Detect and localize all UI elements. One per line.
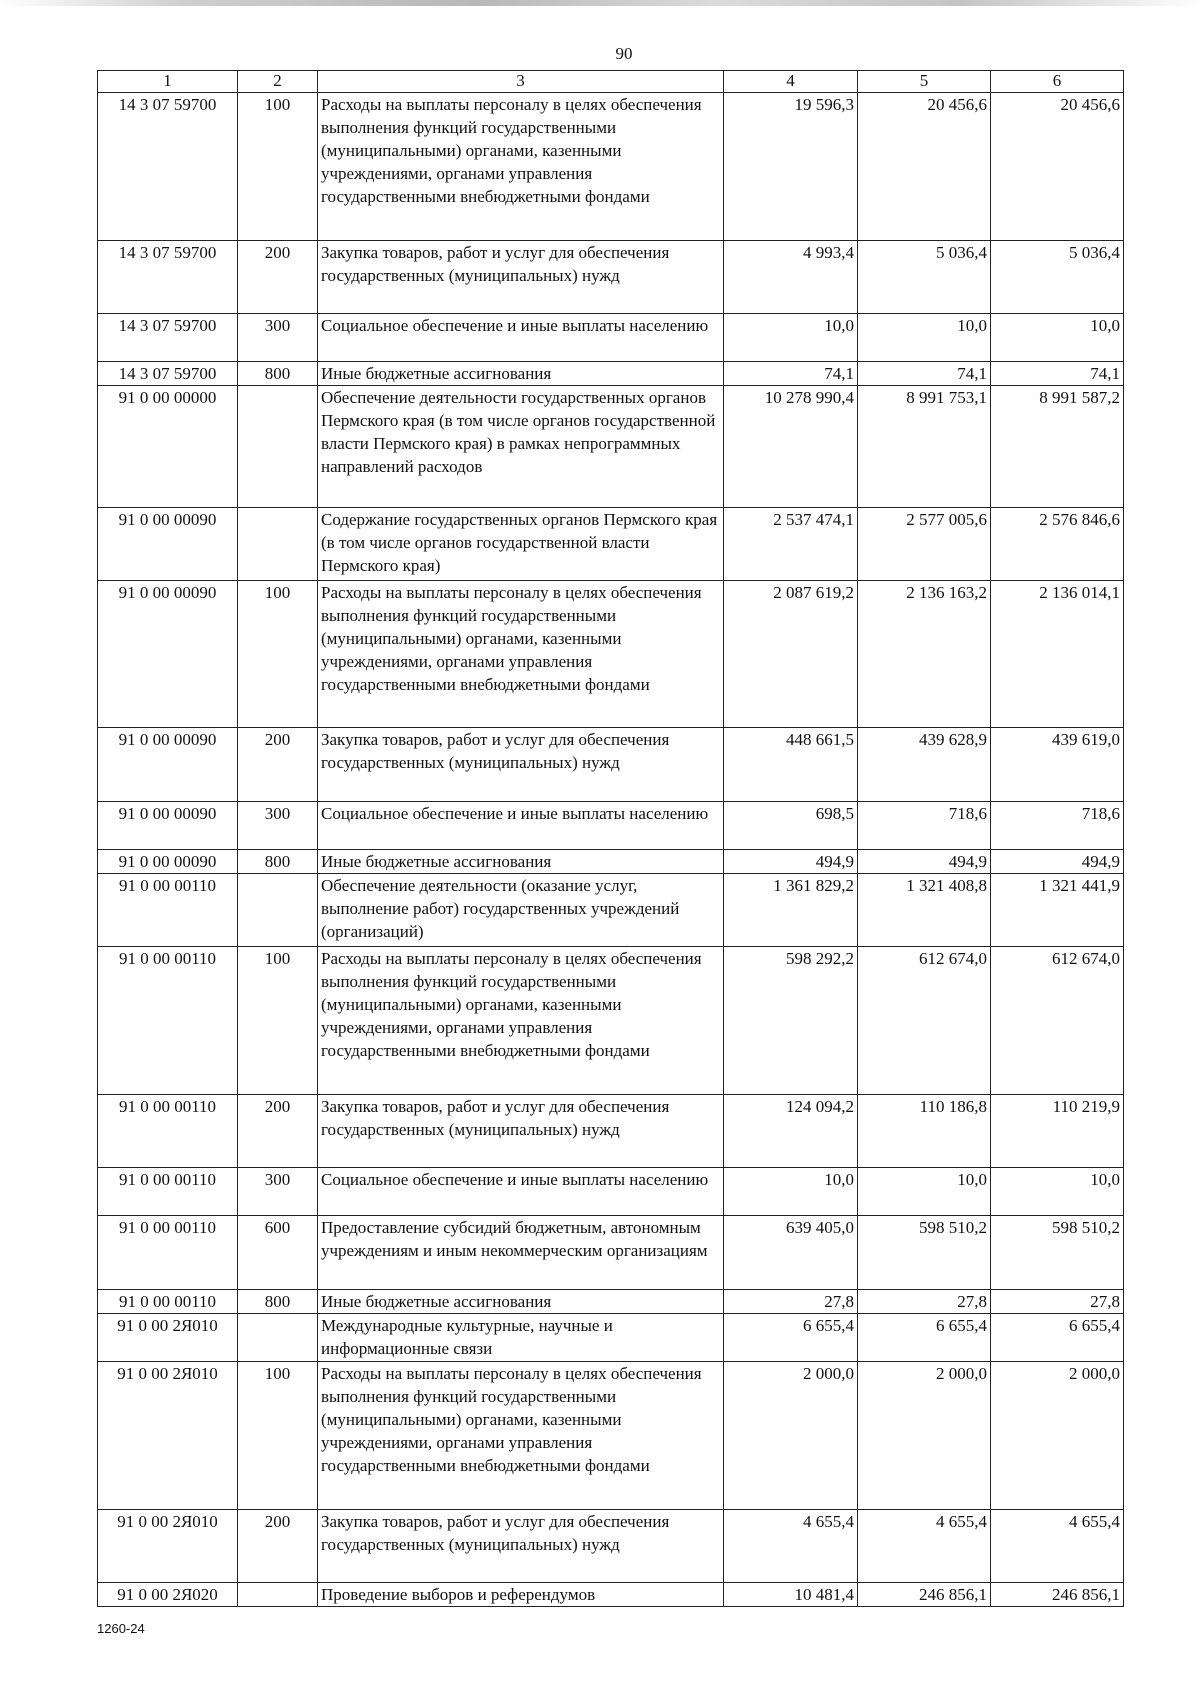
column-header: 1: [98, 71, 238, 93]
target-code-cell: 91 0 00 2Я010: [98, 1510, 238, 1583]
expense-type-cell: 100: [238, 1362, 318, 1510]
table-row: [98, 1510, 1124, 1583]
column-header: 6: [991, 71, 1124, 93]
table-row: [98, 850, 1124, 874]
expense-type-cell: 200: [238, 1095, 318, 1168]
amount-cell-5: 598 510,2: [858, 1216, 991, 1290]
name-cell: Расходы на выплаты персоналу в целях обеспечения выполнения функций государственными (муниципальными) органами, казенными учреждениями, органами управления государственными внебюджетными фондами: [318, 947, 724, 1095]
expense-type-cell: 800: [238, 362, 318, 386]
column-header: 5: [858, 71, 991, 93]
amount-cell-5: 718,6: [858, 802, 991, 850]
amount-cell-5: 2 136 163,2: [858, 581, 991, 728]
target-code-cell: 91 0 00 2Я020: [98, 1583, 238, 1607]
name-cell: Иные бюджетные ассигнования: [318, 362, 724, 386]
table-row: [98, 1362, 1124, 1510]
amount-cell-5: 10,0: [858, 314, 991, 362]
table-row: [98, 1095, 1124, 1168]
amount-cell-6: 27,8: [991, 1290, 1124, 1314]
amount-cell-4: 598 292,2: [724, 947, 858, 1095]
target-code-cell: 91 0 00 00090: [98, 802, 238, 850]
name-cell: Обеспечение деятельности государственных органов Пермского края (в том числе органов государственной власти Пермского края) в рамках непрограммных направлений расходов: [318, 386, 724, 508]
target-code-cell: 91 0 00 00090: [98, 728, 238, 802]
amount-cell-4: 124 094,2: [724, 1095, 858, 1168]
expense-type-cell: 200: [238, 1510, 318, 1583]
amount-cell-4: 639 405,0: [724, 1216, 858, 1290]
amount-cell-5: 6 655,4: [858, 1314, 991, 1362]
column-header: 4: [724, 71, 858, 93]
amount-cell-4: 1 361 829,2: [724, 874, 858, 947]
table-row: [98, 1583, 1124, 1607]
expense-type-cell: [238, 874, 318, 947]
target-code-cell: 91 0 00 00000: [98, 386, 238, 508]
column-header: 2: [238, 71, 318, 93]
target-code-cell: 14 3 07 59700: [98, 362, 238, 386]
expense-type-cell: 800: [238, 1290, 318, 1314]
amount-cell-4: 2 000,0: [724, 1362, 858, 1510]
amount-cell-6: 2 000,0: [991, 1362, 1124, 1510]
amount-cell-4: 494,9: [724, 850, 858, 874]
name-cell: Закупка товаров, работ и услуг для обеспечения государственных (муниципальных) нужд: [318, 1095, 724, 1168]
table-row: [98, 241, 1124, 314]
target-code-cell: 91 0 00 00110: [98, 1095, 238, 1168]
name-cell: Международные культурные, научные и информационные связи: [318, 1314, 724, 1362]
name-cell: Расходы на выплаты персоналу в целях обеспечения выполнения функций государственными (муниципальными) органами, казенными учреждениями, органами управления государственными внебюджетными фондами: [318, 1362, 724, 1510]
amount-cell-4: 10 481,4: [724, 1583, 858, 1607]
name-cell: Закупка товаров, работ и услуг для обеспечения государственных (муниципальных) нужд: [318, 1510, 724, 1583]
amount-cell-6: 10,0: [991, 1168, 1124, 1216]
page-number: 90: [615, 44, 633, 63]
name-cell: Расходы на выплаты персоналу в целях обеспечения выполнения функций государственными (муниципальными) органами, казенными учреждениями, органами управления государственными внебюджетными фондами: [318, 93, 724, 241]
target-code-cell: 91 0 00 00110: [98, 947, 238, 1095]
amount-cell-6: 74,1: [991, 362, 1124, 386]
amount-cell-4: 2 087 619,2: [724, 581, 858, 728]
expense-type-cell: 800: [238, 850, 318, 874]
name-cell: Закупка товаров, работ и услуг для обеспечения государственных (муниципальных) нужд: [318, 241, 724, 314]
amount-cell-4: 10 278 990,4: [724, 386, 858, 508]
amount-cell-5: 494,9: [858, 850, 991, 874]
amount-cell-6: 246 856,1: [991, 1583, 1124, 1607]
amount-cell-6: 494,9: [991, 850, 1124, 874]
amount-cell-5: 74,1: [858, 362, 991, 386]
expense-type-cell: 600: [238, 1216, 318, 1290]
name-cell: Предоставление субсидий бюджетным, автономным учреждениям и иным некоммерческим организациям: [318, 1216, 724, 1290]
table-row: [98, 581, 1124, 728]
amount-cell-4: 27,8: [724, 1290, 858, 1314]
amount-cell-4: 4 655,4: [724, 1510, 858, 1583]
expense-type-cell: [238, 386, 318, 508]
expense-type-cell: [238, 1583, 318, 1607]
amount-cell-6: 439 619,0: [991, 728, 1124, 802]
amount-cell-6: 5 036,4: [991, 241, 1124, 314]
name-cell: Проведение выборов и референдумов: [318, 1583, 724, 1607]
name-cell: Иные бюджетные ассигнования: [318, 1290, 724, 1314]
budget-table: [97, 70, 1124, 1607]
table-header-row: [98, 71, 1124, 93]
table-row: [98, 386, 1124, 508]
amount-cell-6: 1 321 441,9: [991, 874, 1124, 947]
name-cell: Содержание государственных органов Пермского края (в том числе органов государственной власти Пермского края): [318, 508, 724, 581]
amount-cell-6: 20 456,6: [991, 93, 1124, 241]
name-cell: Иные бюджетные ассигнования: [318, 850, 724, 874]
target-code-cell: 91 0 00 00110: [98, 1216, 238, 1290]
amount-cell-6: 8 991 587,2: [991, 386, 1124, 508]
scan-edge-artifact: [0, 0, 1200, 6]
table-row: [98, 93, 1124, 241]
amount-cell-6: 612 674,0: [991, 947, 1124, 1095]
amount-cell-5: 2 000,0: [858, 1362, 991, 1510]
target-code-cell: 14 3 07 59700: [98, 241, 238, 314]
column-header: 3: [318, 71, 724, 93]
amount-cell-6: 718,6: [991, 802, 1124, 850]
name-cell: Закупка товаров, работ и услуг для обеспечения государственных (муниципальных) нужд: [318, 728, 724, 802]
target-code-cell: 14 3 07 59700: [98, 93, 238, 241]
expense-type-cell: [238, 508, 318, 581]
amount-cell-6: 4 655,4: [991, 1510, 1124, 1583]
amount-cell-4: 19 596,3: [724, 93, 858, 241]
amount-cell-5: 10,0: [858, 1168, 991, 1216]
amount-cell-6: 6 655,4: [991, 1314, 1124, 1362]
amount-cell-5: 4 655,4: [858, 1510, 991, 1583]
target-code-cell: 91 0 00 00090: [98, 581, 238, 728]
amount-cell-4: 6 655,4: [724, 1314, 858, 1362]
table-row: [98, 1290, 1124, 1314]
expense-type-cell: 100: [238, 581, 318, 728]
amount-cell-4: 10,0: [724, 314, 858, 362]
table-row: [98, 802, 1124, 850]
target-code-cell: 14 3 07 59700: [98, 314, 238, 362]
amount-cell-5: 27,8: [858, 1290, 991, 1314]
expense-type-cell: 200: [238, 728, 318, 802]
amount-cell-4: 448 661,5: [724, 728, 858, 802]
amount-cell-5: 8 991 753,1: [858, 386, 991, 508]
amount-cell-6: 110 219,9: [991, 1095, 1124, 1168]
expense-type-cell: 300: [238, 802, 318, 850]
amount-cell-6: 2 136 014,1: [991, 581, 1124, 728]
expense-type-cell: 100: [238, 93, 318, 241]
table-row: [98, 728, 1124, 802]
amount-cell-5: 20 456,6: [858, 93, 991, 241]
amount-cell-5: 439 628,9: [858, 728, 991, 802]
amount-cell-4: 2 537 474,1: [724, 508, 858, 581]
amount-cell-6: 10,0: [991, 314, 1124, 362]
expense-type-cell: [238, 1314, 318, 1362]
target-code-cell: 91 0 00 2Я010: [98, 1314, 238, 1362]
amount-cell-5: 612 674,0: [858, 947, 991, 1095]
amount-cell-6: 598 510,2: [991, 1216, 1124, 1290]
name-cell: Социальное обеспечение и иные выплаты населению: [318, 802, 724, 850]
amount-cell-5: 246 856,1: [858, 1583, 991, 1607]
amount-cell-5: 5 036,4: [858, 241, 991, 314]
table-row: [98, 1314, 1124, 1362]
table-row: [98, 1168, 1124, 1216]
expense-type-cell: 200: [238, 241, 318, 314]
name-cell: Социальное обеспечение и иные выплаты населению: [318, 314, 724, 362]
expense-type-cell: 300: [238, 1168, 318, 1216]
table-row: [98, 1216, 1124, 1290]
target-code-cell: 91 0 00 00110: [98, 1168, 238, 1216]
name-cell: Социальное обеспечение и иные выплаты населению: [318, 1168, 724, 1216]
target-code-cell: 91 0 00 00110: [98, 1290, 238, 1314]
amount-cell-4: 4 993,4: [724, 241, 858, 314]
name-cell: Расходы на выплаты персоналу в целях обеспечения выполнения функций государственными (муниципальными) органами, казенными учреждениями, органами управления государственными внебюджетными фондами: [318, 581, 724, 728]
amount-cell-5: 110 186,8: [858, 1095, 991, 1168]
amount-cell-6: 2 576 846,6: [991, 508, 1124, 581]
amount-cell-5: 1 321 408,8: [858, 874, 991, 947]
target-code-cell: 91 0 00 00090: [98, 508, 238, 581]
expense-type-cell: 300: [238, 314, 318, 362]
amount-cell-5: 2 577 005,6: [858, 508, 991, 581]
table-row: [98, 874, 1124, 947]
name-cell: Обеспечение деятельности (оказание услуг, выполнение работ) государственных учреждений (организаций): [318, 874, 724, 947]
amount-cell-4: 10,0: [724, 1168, 858, 1216]
table-row: [98, 362, 1124, 386]
target-code-cell: 91 0 00 2Я010: [98, 1362, 238, 1510]
amount-cell-4: 698,5: [724, 802, 858, 850]
document-footer-code: 1260-24: [97, 1621, 145, 1636]
expense-type-cell: 100: [238, 947, 318, 1095]
table-row: [98, 508, 1124, 581]
table-row: [98, 947, 1124, 1095]
table-row: [98, 314, 1124, 362]
amount-cell-4: 74,1: [724, 362, 858, 386]
target-code-cell: 91 0 00 00110: [98, 874, 238, 947]
target-code-cell: 91 0 00 00090: [98, 850, 238, 874]
